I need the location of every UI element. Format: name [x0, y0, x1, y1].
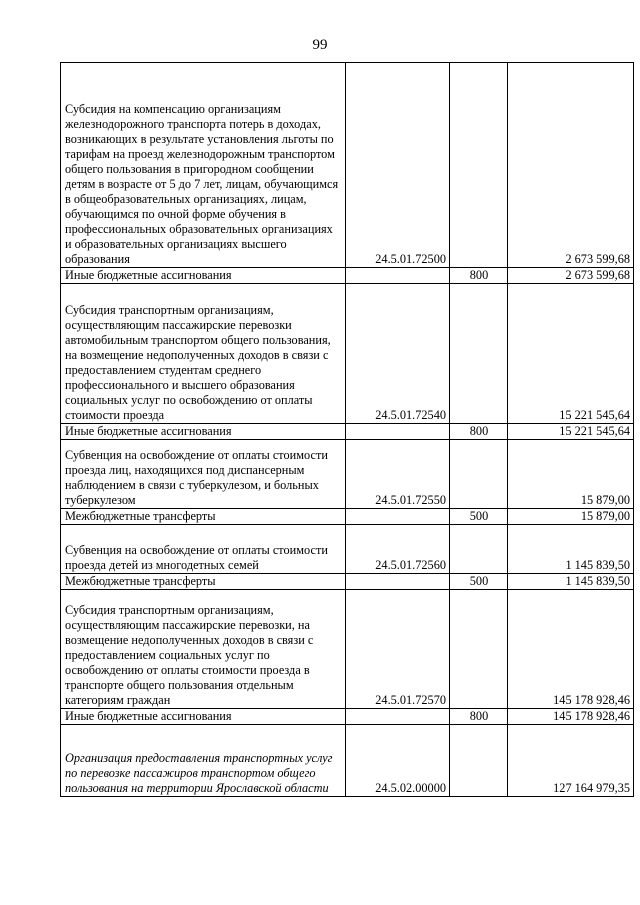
table-row — [61, 725, 634, 797]
row-type — [450, 725, 508, 797]
table-row — [61, 440, 634, 509]
row-name: Иные бюджетные ассигнования — [61, 709, 346, 725]
row-sum: 2 673 599,68 — [508, 268, 634, 284]
row-type: 500 — [450, 509, 508, 525]
row-name: Организация предоставления транспортных услуг по перевозке пассажиров транспортом общего пользования на территории Ярославской области — [61, 725, 346, 797]
table-row — [61, 525, 634, 574]
row-sum: 15 879,00 — [508, 509, 634, 525]
row-sum: 127 164 979,35 — [508, 725, 634, 797]
row-name: Субвенция на освобождение от оплаты стоимости проезда лиц, находящихся под диспансерным наблюдением в связи с туберкулезом, и больных туберкулезом — [61, 440, 346, 509]
row-sum: 15 221 545,64 — [508, 424, 634, 440]
table-row — [61, 424, 634, 440]
row-code: 24.5.01.72540 — [346, 284, 450, 424]
row-sum: 145 178 928,46 — [508, 709, 634, 725]
row-type: 800 — [450, 268, 508, 284]
table-row — [61, 709, 634, 725]
row-sum: 145 178 928,46 — [508, 590, 634, 709]
table-row — [61, 63, 634, 268]
row-type: 500 — [450, 574, 508, 590]
row-code: 24.5.01.72560 — [346, 525, 450, 574]
row-sum: 2 673 599,68 — [508, 63, 634, 268]
row-type — [450, 284, 508, 424]
table-row — [61, 284, 634, 424]
row-code — [346, 424, 450, 440]
row-name: Субсидия на компенсацию организациям железнодорожного транспорта потерь в доходах, возникающих в результате установления льготы по тарифам на проезд железнодорожным транспортом общего пользования в пригородном сообщении детям в возрасте от 5 до 7 лет, лицам, обучающимся в общеобразовательных организациях, лицам, обучающимся по очной форме обучения в профессиональных образовательных организациях и образовательных организациях высшего образования — [61, 63, 346, 268]
row-code — [346, 574, 450, 590]
row-sum: 1 145 839,50 — [508, 525, 634, 574]
row-code: 24.5.01.72500 — [346, 63, 450, 268]
row-code — [346, 509, 450, 525]
row-name: Субсидия транспортным организациям, осуществляющим пассажирские перевозки, на возмещение недополученных доходов в связи с предоставлением социальных услуг по освобождению от оплаты стоимости проезда в транспорте общего пользования отдельным категориям граждан — [61, 590, 346, 709]
table-row — [61, 590, 634, 709]
row-type: 800 — [450, 424, 508, 440]
table-row — [61, 574, 634, 590]
row-type — [450, 525, 508, 574]
row-sum: 1 145 839,50 — [508, 574, 634, 590]
row-name: Субсидия транспортным организациям, осуществляющим пассажирские перевозки автомобильным транспортом общего пользования, на возмещение недополученных доходов в связи с предоставлением студентам среднего профессионального и высшего образования социальных услуг по освобождению от оплаты стоимости проезда — [61, 284, 346, 424]
row-type — [450, 440, 508, 509]
row-name: Межбюджетные трансферты — [61, 574, 346, 590]
row-type — [450, 63, 508, 268]
table-row — [61, 509, 634, 525]
row-sum: 15 221 545,64 — [508, 284, 634, 424]
row-name: Иные бюджетные ассигнования — [61, 268, 346, 284]
row-type: 800 — [450, 709, 508, 725]
table-row — [61, 268, 634, 284]
row-code: 24.5.02.00000 — [346, 725, 450, 797]
row-code: 24.5.01.72550 — [346, 440, 450, 509]
row-code — [346, 709, 450, 725]
row-code — [346, 268, 450, 284]
row-code: 24.5.01.72570 — [346, 590, 450, 709]
row-name: Иные бюджетные ассигнования — [61, 424, 346, 440]
row-name: Субвенция на освобождение от оплаты стоимости проезда детей из многодетных семей — [61, 525, 346, 574]
row-name: Межбюджетные трансферты — [61, 509, 346, 525]
row-type — [450, 590, 508, 709]
page-number: 99 — [312, 37, 328, 53]
budget-table — [60, 62, 634, 797]
row-sum: 15 879,00 — [508, 440, 634, 509]
